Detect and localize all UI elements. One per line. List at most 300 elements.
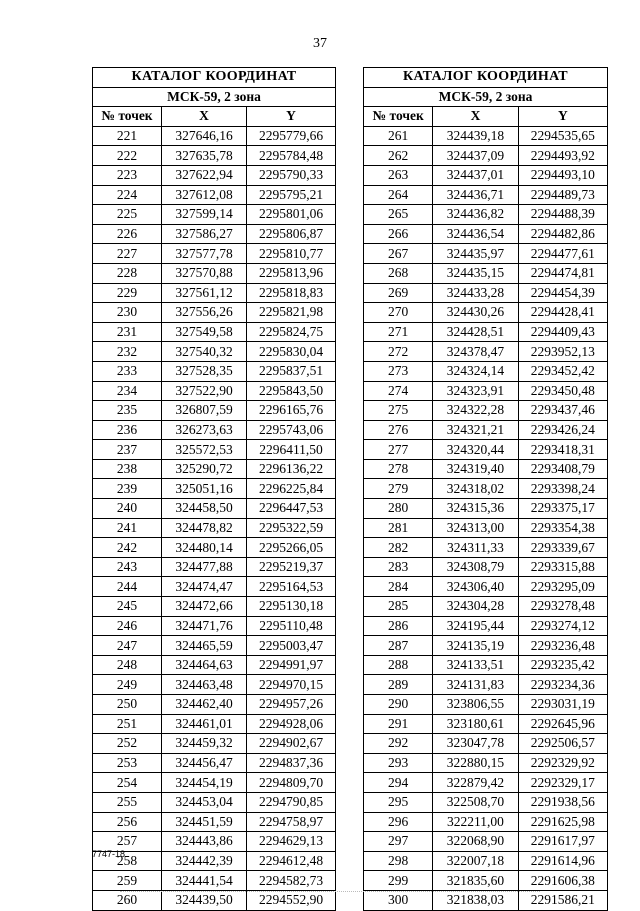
table-row	[364, 459, 608, 479]
x-coordinate-cell: 327528,35	[162, 361, 247, 381]
header-point-number: № точек	[364, 107, 433, 127]
point-number-cell: 299	[364, 871, 433, 891]
y-coordinate-cell: 2295830,04	[247, 342, 336, 362]
point-number-cell: 222	[93, 146, 162, 166]
point-number-cell: 280	[364, 499, 433, 519]
y-coordinate-cell: 2294837,36	[247, 753, 336, 773]
table-row	[364, 283, 608, 303]
table-row	[364, 126, 608, 146]
x-coordinate-cell: 327561,12	[162, 283, 247, 303]
x-coordinate-cell: 322508,70	[433, 792, 518, 812]
point-number-cell: 234	[93, 381, 162, 401]
point-number-cell: 226	[93, 224, 162, 244]
point-number-cell: 229	[93, 283, 162, 303]
table-row	[364, 538, 608, 558]
point-number-cell: 288	[364, 655, 433, 675]
x-coordinate-cell: 324313,00	[433, 518, 518, 538]
x-coordinate-cell: 324472,66	[162, 597, 247, 617]
point-number-cell: 284	[364, 577, 433, 597]
point-number-cell: 266	[364, 224, 433, 244]
y-coordinate-cell: 2295813,96	[247, 263, 336, 283]
x-coordinate-cell: 323047,78	[433, 734, 518, 754]
y-coordinate-cell: 2294489,73	[518, 185, 607, 205]
x-coordinate-cell: 326273,63	[162, 420, 247, 440]
x-coordinate-cell: 324323,91	[433, 381, 518, 401]
point-number-cell: 254	[93, 773, 162, 793]
x-coordinate-cell: 327635,78	[162, 146, 247, 166]
point-number-cell: 289	[364, 675, 433, 695]
x-coordinate-cell: 322007,18	[433, 851, 518, 871]
table-row	[364, 734, 608, 754]
x-coordinate-cell: 324458,50	[162, 499, 247, 519]
table-row	[93, 851, 336, 871]
table-row	[364, 636, 608, 656]
y-coordinate-cell: 2293339,67	[518, 538, 607, 558]
x-coordinate-cell: 324304,28	[433, 597, 518, 617]
point-number-cell: 237	[93, 440, 162, 460]
table-row	[364, 675, 608, 695]
y-coordinate-cell: 2291606,38	[518, 871, 607, 891]
y-coordinate-cell: 2295795,21	[247, 185, 336, 205]
point-number-cell: 245	[93, 597, 162, 617]
table-row	[364, 753, 608, 773]
point-number-cell: 262	[364, 146, 433, 166]
point-number-cell: 249	[93, 675, 162, 695]
y-coordinate-cell: 2295818,83	[247, 283, 336, 303]
table-row	[364, 773, 608, 793]
y-coordinate-cell: 2296136,22	[247, 459, 336, 479]
table-row	[93, 165, 336, 185]
table-row	[364, 322, 608, 342]
table-row	[93, 734, 336, 754]
catalog-title: КАТАЛОГ КООРДИНАТ	[364, 68, 608, 88]
x-coordinate-cell: 327540,32	[162, 342, 247, 362]
table-row	[93, 224, 336, 244]
y-coordinate-cell: 2293408,79	[518, 459, 607, 479]
y-coordinate-cell: 2294428,41	[518, 303, 607, 323]
coordinate-catalog-right	[363, 67, 608, 911]
point-number-cell: 292	[364, 734, 433, 754]
x-coordinate-cell: 326807,59	[162, 401, 247, 421]
point-number-cell: 223	[93, 165, 162, 185]
catalog-title: КАТАЛОГ КООРДИНАТ	[93, 68, 336, 88]
table-row	[364, 440, 608, 460]
x-coordinate-cell: 324478,82	[162, 518, 247, 538]
point-number-cell: 264	[364, 185, 433, 205]
x-coordinate-cell: 323180,61	[433, 714, 518, 734]
table-row	[93, 812, 336, 832]
point-number-cell: 242	[93, 538, 162, 558]
x-coordinate-cell: 327586,27	[162, 224, 247, 244]
y-coordinate-cell: 2291625,98	[518, 812, 607, 832]
y-coordinate-cell: 2294758,97	[247, 812, 336, 832]
table-row	[364, 695, 608, 715]
point-number-cell: 257	[93, 832, 162, 852]
x-coordinate-cell: 324131,83	[433, 675, 518, 695]
point-number-cell: 243	[93, 557, 162, 577]
scan-divider	[120, 891, 540, 893]
table-row	[93, 283, 336, 303]
point-number-cell: 268	[364, 263, 433, 283]
table-row	[364, 205, 608, 225]
y-coordinate-cell: 2293952,13	[518, 342, 607, 362]
point-number-cell: 253	[93, 753, 162, 773]
point-number-cell: 230	[93, 303, 162, 323]
y-coordinate-cell: 2294488,39	[518, 205, 607, 225]
table-row	[93, 890, 336, 910]
y-coordinate-cell: 2294454,39	[518, 283, 607, 303]
y-coordinate-cell: 2295743,06	[247, 420, 336, 440]
table-row	[93, 420, 336, 440]
point-number-cell: 279	[364, 479, 433, 499]
y-coordinate-cell: 2295821,98	[247, 303, 336, 323]
table-row	[364, 361, 608, 381]
table-row	[93, 675, 336, 695]
x-coordinate-cell: 324439,18	[433, 126, 518, 146]
catalog-rows	[93, 126, 336, 910]
x-coordinate-cell: 324464,63	[162, 655, 247, 675]
table-row	[93, 714, 336, 734]
y-coordinate-cell: 2295837,51	[247, 361, 336, 381]
x-coordinate-cell: 324439,50	[162, 890, 247, 910]
point-number-cell: 263	[364, 165, 433, 185]
x-coordinate-cell: 324133,51	[433, 655, 518, 675]
table-row	[364, 616, 608, 636]
table-row	[93, 557, 336, 577]
x-coordinate-cell: 324318,02	[433, 479, 518, 499]
y-coordinate-cell: 2291617,97	[518, 832, 607, 852]
point-number-cell: 271	[364, 322, 433, 342]
y-coordinate-cell: 2292645,96	[518, 714, 607, 734]
header-y: Y	[518, 107, 607, 127]
y-coordinate-cell: 2293375,17	[518, 499, 607, 519]
point-number-cell: 286	[364, 616, 433, 636]
table-row	[364, 263, 608, 283]
table-row	[93, 695, 336, 715]
x-coordinate-cell: 323806,55	[433, 695, 518, 715]
x-coordinate-cell: 324195,44	[433, 616, 518, 636]
x-coordinate-cell: 324433,28	[433, 283, 518, 303]
table-row	[364, 655, 608, 675]
table-row	[93, 146, 336, 166]
point-number-cell: 265	[364, 205, 433, 225]
x-coordinate-cell: 324462,40	[162, 695, 247, 715]
x-coordinate-cell: 324308,79	[433, 557, 518, 577]
y-coordinate-cell: 2295130,18	[247, 597, 336, 617]
x-coordinate-cell: 324322,28	[433, 401, 518, 421]
table-row	[93, 205, 336, 225]
table-row	[364, 557, 608, 577]
y-coordinate-cell: 2295801,06	[247, 205, 336, 225]
y-coordinate-cell: 2293031,19	[518, 695, 607, 715]
coordinate-system: МСК-59, 2 зона	[364, 87, 608, 107]
point-number-cell: 247	[93, 636, 162, 656]
table-row	[364, 224, 608, 244]
point-number-cell: 259	[93, 871, 162, 891]
table-row	[364, 401, 608, 421]
y-coordinate-cell: 2294493,10	[518, 165, 607, 185]
document-code: 7747-18	[92, 849, 126, 859]
x-coordinate-cell: 324441,54	[162, 871, 247, 891]
table-row	[364, 165, 608, 185]
point-number-cell: 270	[364, 303, 433, 323]
x-coordinate-cell: 325290,72	[162, 459, 247, 479]
y-coordinate-cell: 2295810,77	[247, 244, 336, 264]
x-coordinate-cell: 324459,32	[162, 734, 247, 754]
y-coordinate-cell: 2292329,92	[518, 753, 607, 773]
y-coordinate-cell: 2293418,31	[518, 440, 607, 460]
x-coordinate-cell: 324437,01	[433, 165, 518, 185]
y-coordinate-cell: 2294582,73	[247, 871, 336, 891]
point-number-cell: 269	[364, 283, 433, 303]
point-number-cell: 290	[364, 695, 433, 715]
point-number-cell: 283	[364, 557, 433, 577]
y-coordinate-cell: 2295219,37	[247, 557, 336, 577]
y-coordinate-cell: 2293315,88	[518, 557, 607, 577]
x-coordinate-cell: 322068,90	[433, 832, 518, 852]
point-number-cell: 293	[364, 753, 433, 773]
point-number-cell: 240	[93, 499, 162, 519]
table-row	[93, 538, 336, 558]
x-coordinate-cell: 327646,16	[162, 126, 247, 146]
y-coordinate-cell: 2294991,97	[247, 655, 336, 675]
x-coordinate-cell: 324477,88	[162, 557, 247, 577]
y-coordinate-cell: 2294790,85	[247, 792, 336, 812]
table-row	[364, 185, 608, 205]
header-x: X	[162, 107, 247, 127]
point-number-cell: 246	[93, 616, 162, 636]
x-coordinate-cell: 324471,76	[162, 616, 247, 636]
table-row	[93, 832, 336, 852]
y-coordinate-cell: 2293452,42	[518, 361, 607, 381]
x-coordinate-cell: 324463,48	[162, 675, 247, 695]
point-number-cell: 238	[93, 459, 162, 479]
x-coordinate-cell: 324451,59	[162, 812, 247, 832]
y-coordinate-cell: 2296225,84	[247, 479, 336, 499]
y-coordinate-cell: 2294535,65	[518, 126, 607, 146]
table-row	[364, 871, 608, 891]
table-row	[93, 185, 336, 205]
x-coordinate-cell: 324442,39	[162, 851, 247, 871]
x-coordinate-cell: 324453,04	[162, 792, 247, 812]
y-coordinate-cell: 2295843,50	[247, 381, 336, 401]
x-coordinate-cell: 324480,14	[162, 538, 247, 558]
y-coordinate-cell: 2293398,24	[518, 479, 607, 499]
header-x: X	[433, 107, 518, 127]
table-row	[364, 518, 608, 538]
point-number-cell: 278	[364, 459, 433, 479]
x-coordinate-cell: 324306,40	[433, 577, 518, 597]
x-coordinate-cell: 324436,82	[433, 205, 518, 225]
y-coordinate-cell: 2295266,05	[247, 538, 336, 558]
x-coordinate-cell: 324321,21	[433, 420, 518, 440]
point-number-cell: 227	[93, 244, 162, 264]
point-number-cell: 221	[93, 126, 162, 146]
x-coordinate-cell: 324436,54	[433, 224, 518, 244]
y-coordinate-cell: 2294612,48	[247, 851, 336, 871]
point-number-cell: 291	[364, 714, 433, 734]
table-row	[364, 146, 608, 166]
x-coordinate-cell: 324324,14	[433, 361, 518, 381]
x-coordinate-cell: 321838,03	[433, 890, 518, 910]
point-number-cell: 228	[93, 263, 162, 283]
x-coordinate-cell: 324436,71	[433, 185, 518, 205]
table-row	[93, 871, 336, 891]
point-number-cell: 300	[364, 890, 433, 910]
point-number-cell: 256	[93, 812, 162, 832]
page-number: 37	[313, 36, 327, 51]
y-coordinate-cell: 2293426,24	[518, 420, 607, 440]
y-coordinate-cell: 2293437,46	[518, 401, 607, 421]
table-row	[364, 499, 608, 519]
x-coordinate-cell: 324443,86	[162, 832, 247, 852]
table-row	[93, 636, 336, 656]
y-coordinate-cell: 2296165,76	[247, 401, 336, 421]
point-number-cell: 244	[93, 577, 162, 597]
table-row	[364, 890, 608, 910]
table-row	[93, 361, 336, 381]
x-coordinate-cell: 325051,16	[162, 479, 247, 499]
y-coordinate-cell: 2295003,47	[247, 636, 336, 656]
y-coordinate-cell: 2296447,53	[247, 499, 336, 519]
point-number-cell: 276	[364, 420, 433, 440]
table-row	[93, 577, 336, 597]
table-row	[93, 479, 336, 499]
y-coordinate-cell: 2295779,66	[247, 126, 336, 146]
x-coordinate-cell: 327612,08	[162, 185, 247, 205]
point-number-cell: 298	[364, 851, 433, 871]
x-coordinate-cell: 324456,47	[162, 753, 247, 773]
point-number-cell: 233	[93, 361, 162, 381]
table-row	[93, 126, 336, 146]
y-coordinate-cell: 2294957,26	[247, 695, 336, 715]
point-number-cell: 241	[93, 518, 162, 538]
table-row	[93, 499, 336, 519]
table-row	[364, 792, 608, 812]
y-coordinate-cell: 2294809,70	[247, 773, 336, 793]
x-coordinate-cell: 324461,01	[162, 714, 247, 734]
point-number-cell: 274	[364, 381, 433, 401]
x-coordinate-cell: 327577,78	[162, 244, 247, 264]
x-coordinate-cell: 324315,36	[433, 499, 518, 519]
y-coordinate-cell: 2293278,48	[518, 597, 607, 617]
y-coordinate-cell: 2291586,21	[518, 890, 607, 910]
x-coordinate-cell: 327570,88	[162, 263, 247, 283]
point-number-cell: 267	[364, 244, 433, 264]
table-row	[93, 440, 336, 460]
x-coordinate-cell: 324474,47	[162, 577, 247, 597]
point-number-cell: 275	[364, 401, 433, 421]
x-coordinate-cell: 325572,53	[162, 440, 247, 460]
y-coordinate-cell: 2294629,13	[247, 832, 336, 852]
table-row	[93, 597, 336, 617]
table-row	[93, 459, 336, 479]
point-number-cell: 232	[93, 342, 162, 362]
y-coordinate-cell: 2294482,86	[518, 224, 607, 244]
x-coordinate-cell: 327599,14	[162, 205, 247, 225]
table-row	[93, 263, 336, 283]
x-coordinate-cell: 324428,51	[433, 322, 518, 342]
point-number-cell: 252	[93, 734, 162, 754]
x-coordinate-cell: 324319,40	[433, 459, 518, 479]
x-coordinate-cell: 327522,90	[162, 381, 247, 401]
point-number-cell: 282	[364, 538, 433, 558]
y-coordinate-cell: 2294552,90	[247, 890, 336, 910]
y-coordinate-cell: 2291614,96	[518, 851, 607, 871]
table-row	[364, 381, 608, 401]
table-row	[93, 773, 336, 793]
table-row	[364, 812, 608, 832]
y-coordinate-cell: 2294902,67	[247, 734, 336, 754]
table-row	[93, 401, 336, 421]
x-coordinate-cell: 327556,26	[162, 303, 247, 323]
table-row	[93, 303, 336, 323]
x-coordinate-cell: 324465,59	[162, 636, 247, 656]
x-coordinate-cell: 327549,58	[162, 322, 247, 342]
point-number-cell: 236	[93, 420, 162, 440]
table-row	[93, 616, 336, 636]
y-coordinate-cell: 2292329,17	[518, 773, 607, 793]
y-coordinate-cell: 2293354,38	[518, 518, 607, 538]
point-number-cell: 255	[93, 792, 162, 812]
y-coordinate-cell: 2294928,06	[247, 714, 336, 734]
table-row	[364, 714, 608, 734]
point-number-cell: 225	[93, 205, 162, 225]
x-coordinate-cell: 324430,26	[433, 303, 518, 323]
y-coordinate-cell: 2294474,81	[518, 263, 607, 283]
point-number-cell: 294	[364, 773, 433, 793]
table-row	[93, 342, 336, 362]
table-row	[364, 420, 608, 440]
x-coordinate-cell: 324435,97	[433, 244, 518, 264]
table-row	[364, 479, 608, 499]
y-coordinate-cell: 2292506,57	[518, 734, 607, 754]
table-row	[93, 381, 336, 401]
point-number-cell: 260	[93, 890, 162, 910]
point-number-cell: 295	[364, 792, 433, 812]
table-row	[364, 342, 608, 362]
point-number-cell: 248	[93, 655, 162, 675]
table-row	[93, 322, 336, 342]
y-coordinate-cell: 2294477,61	[518, 244, 607, 264]
x-coordinate-cell: 324435,15	[433, 263, 518, 283]
y-coordinate-cell: 2293234,36	[518, 675, 607, 695]
point-number-cell: 285	[364, 597, 433, 617]
y-coordinate-cell: 2294409,43	[518, 322, 607, 342]
x-coordinate-cell: 321835,60	[433, 871, 518, 891]
point-number-cell: 258	[93, 851, 162, 871]
table-row	[364, 577, 608, 597]
point-number-cell: 272	[364, 342, 433, 362]
point-number-cell: 296	[364, 812, 433, 832]
x-coordinate-cell: 324378,47	[433, 342, 518, 362]
x-coordinate-cell: 322879,42	[433, 773, 518, 793]
y-coordinate-cell: 2294493,92	[518, 146, 607, 166]
header-y: Y	[247, 107, 336, 127]
y-coordinate-cell: 2295322,59	[247, 518, 336, 538]
x-coordinate-cell: 327622,94	[162, 165, 247, 185]
y-coordinate-cell: 2293295,09	[518, 577, 607, 597]
point-number-cell: 250	[93, 695, 162, 715]
y-coordinate-cell: 2295164,53	[247, 577, 336, 597]
y-coordinate-cell: 2295110,48	[247, 616, 336, 636]
y-coordinate-cell: 2293236,48	[518, 636, 607, 656]
catalog-rows	[364, 126, 608, 910]
x-coordinate-cell: 324454,19	[162, 773, 247, 793]
table-row	[364, 303, 608, 323]
table-row	[93, 655, 336, 675]
table-row	[93, 753, 336, 773]
